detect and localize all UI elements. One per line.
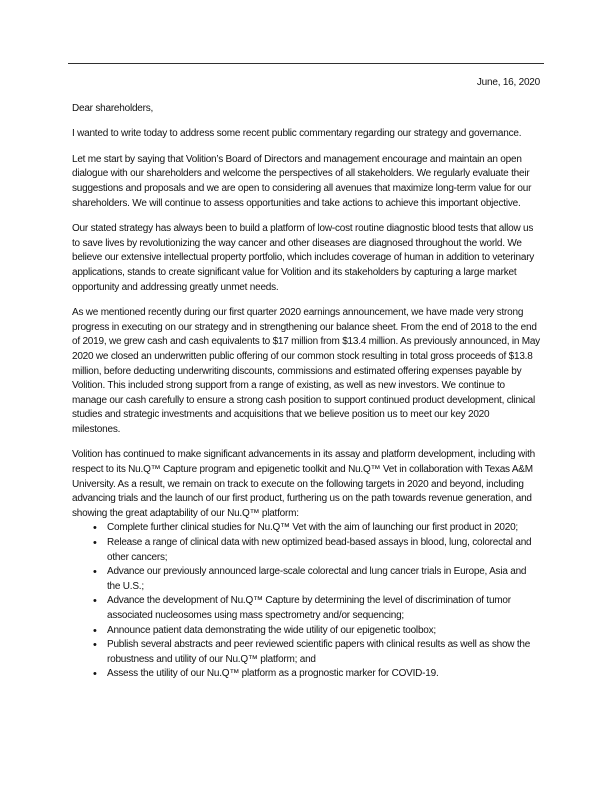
list-item: • Publish several abstracts and peer reviewed scientific papers with clinical results as well as show the robustness and utility of our Nu.Q™ platform; and bbox=[107, 638, 540, 667]
list-item: • Release a range of clinical data with new optimized bead-based assays in blood, lung, colorectal and other cancers; bbox=[107, 536, 540, 565]
paragraph-intro: I wanted to write today to address some recent public commentary regarding our strategy and governance. bbox=[72, 128, 522, 140]
list-item: • Complete further clinical studies for Nu.Q™ Vet with the aim of launching our first product in 2020; bbox=[107, 521, 540, 536]
list-item: • Announce patient data demonstrating the wide utility of our epigenetic toolbox; bbox=[107, 624, 540, 639]
paragraph-financials: As we mentioned recently during our first quarter 2020 earnings announcement, we have made very strong progress in executing on our strategy and in strengthening our balance sheet. From the end of 2018 to the end of 2019, we grew cash and cash equivalents to $17 million from $13.4 million. As previously announced, in May 2020 we closed an underwritten public offering of our common stock resulting in total gross proceeds of $13.8 million, before deducting underwriting discounts, commissions and estimated offering expenses payable by Volition. This included strong support from a range of existing, as well as new investors. We continue to manage our cash carefully to ensure a strong cash position to support continued product development, clinical studies and strategic investments and acquisitions that we believe position us to meet our key 2020 milestones. bbox=[72, 307, 540, 435]
milestones-list bbox=[72, 521, 540, 682]
paragraph-governance: Let me start by saying that Volition’s Board of Directors and management encourage and maintain an open dialogue with our shareholders and welcome the perspectives of all stakeholders. We regularly evaluate their suggestions and proposals and we are open to considering all avenues that maximize long-term value for our shareholders. We will continue to assess opportunities and take actions to achieve this important objective. bbox=[72, 153, 532, 209]
letter-body bbox=[72, 76, 540, 682]
letter-date: June, 16, 2020 bbox=[476, 77, 540, 88]
list-item: • Assess the utility of our Nu.Q™ platform as a prognostic marker for COVID-19. bbox=[107, 667, 540, 682]
paragraph-platform: Volition has continued to make significant advancements in its assay and platform development, including with respect to its Nu.Q™ Capture program and epigenetic toolkit and Nu.Q™ Vet in collaboration with Texas A&M University. As a result, we remain on track to execute on the following targets in 2020 and beyond, including advancing trials and the launch of our first product, furthering us on the path towards revenue generation, and showing the great adaptability of our Nu.Q™ platform: bbox=[72, 449, 535, 519]
list-item: • Advance our previously announced large-scale colorectal and lung cancer trials in Europe, Asia and the U.S.; bbox=[107, 565, 540, 594]
list-item: • Advance the development of Nu.Q™ Capture by determining the level of discrimination of tumor associated nucleosomes using mass spectrometry and/or sequencing; bbox=[107, 594, 540, 623]
salutation: Dear shareholders, bbox=[72, 102, 154, 114]
letterhead-rule bbox=[68, 63, 544, 64]
paragraph-strategy: Our stated strategy has always been to build a platform of low-cost routine diagnostic blood tests that allow us to save lives by revolutionizing the way cancer and other diseases are diagnosed throughout the world. We believe our extensive intellectual property portfolio, which includes coverage of human in addition to veterinary applications, stands to create significant value for Volition and its stakeholders by capturing a large market opportunity and addressing greatly unmet needs. bbox=[72, 223, 535, 293]
